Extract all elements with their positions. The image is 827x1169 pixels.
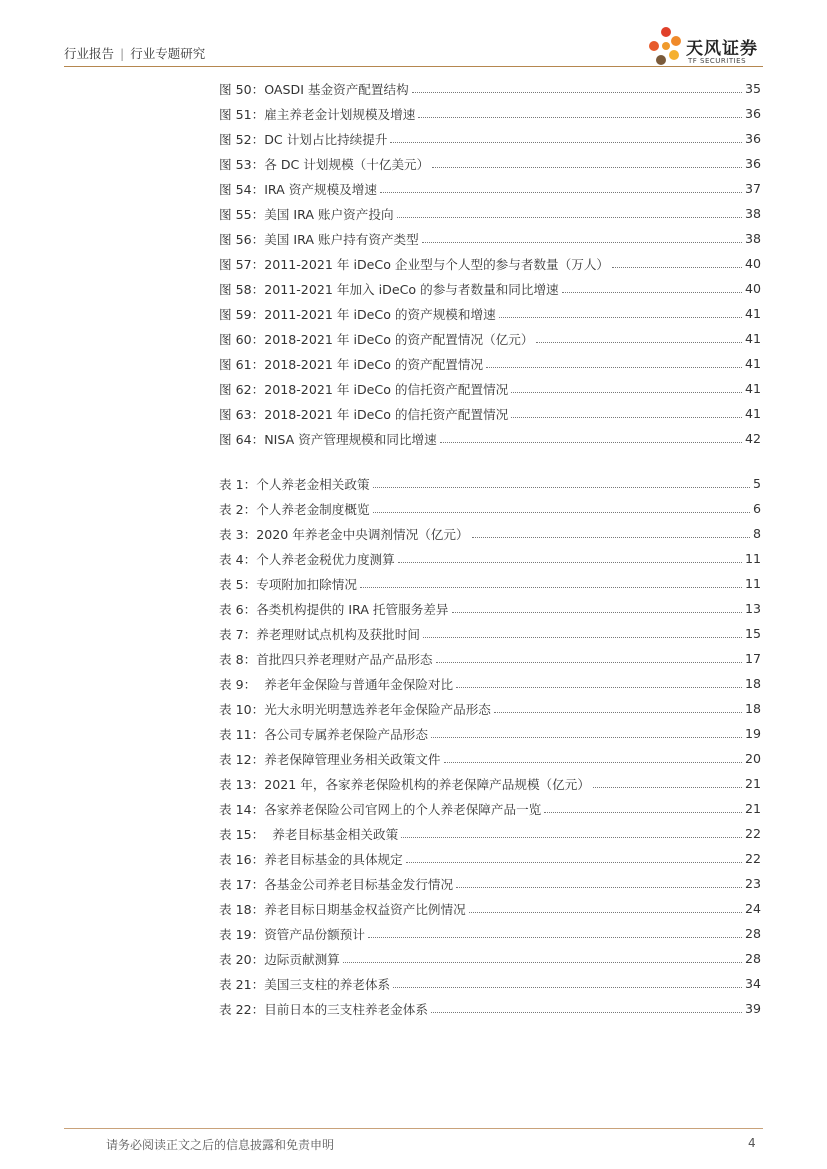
toc-entry-label: 图 64：NISA 资产管理规模和同比增速	[219, 432, 437, 447]
dot-leader	[544, 812, 742, 813]
tf-securities-logo	[648, 24, 768, 72]
dot-leader	[397, 217, 742, 218]
toc-entry-label: 图 53：各 DC 计划规模（十亿美元）	[219, 157, 430, 172]
dot-leader	[373, 512, 750, 513]
dot-leader	[562, 292, 742, 293]
dot-leader	[536, 342, 742, 343]
toc-entry-page: 23	[744, 876, 761, 891]
toc-entry-page: 19	[744, 726, 761, 741]
toc-entry-label: 表 21：美国三支柱的养老体系	[219, 977, 391, 992]
toc-entry-label: 图 55：美国 IRA 账户资产投向	[219, 207, 394, 222]
toc-entry-label: 表 11：各公司专属养老保险产品形态	[219, 727, 428, 742]
dot-leader	[401, 837, 742, 838]
dot-leader	[432, 167, 742, 168]
toc-entry-label: 表 4：个人养老金税优力度测算	[219, 552, 395, 567]
toc-entry-page: 28	[744, 926, 761, 941]
toc-entry-label: 图 62：2018-2021 年 iDeCo 的信托资产配置情况	[219, 382, 509, 397]
toc-entry-page: 38	[744, 231, 761, 246]
toc-entry-label: 表 18：养老目标日期基金权益资产比例情况	[219, 902, 466, 917]
toc-entry-page: 41	[744, 356, 761, 371]
toc-entry-label: 图 57：2011-2021 年 iDeCo 企业型与个人型的参与者数量（万人）	[219, 257, 610, 272]
toc-entry-label: 表 6：各类机构提供的 IRA 托管服务差异	[219, 602, 449, 617]
toc-entry[interactable]	[219, 971, 761, 996]
toc-entry-page: 40	[744, 281, 761, 296]
dot-leader	[494, 712, 742, 713]
toc-entry[interactable]	[219, 426, 761, 451]
toc-entry-label: 图 51：雇主养老金计划规模及增速	[219, 107, 416, 122]
toc-entry-label: 表 15： 养老目标基金相关政策	[219, 827, 399, 842]
dot-leader	[423, 637, 742, 638]
toc-entry-label: 表 12：养老保障管理业务相关政策文件	[219, 752, 441, 767]
toc-entry[interactable]	[219, 351, 761, 376]
brand-subtitle: TF SECURITIES	[688, 57, 747, 65]
toc-entry[interactable]	[219, 376, 761, 401]
dot-leader	[393, 987, 742, 988]
toc-entry-label: 表 22：目前日本的三支柱养老金体系	[219, 1002, 428, 1017]
dot-leader	[593, 787, 742, 788]
toc-entry-label: 表 17：各基金公司养老目标基金发行情况	[219, 877, 454, 892]
toc-entry[interactable]	[219, 521, 761, 546]
toc-entry-label: 图 52：DC 计划占比持续提升	[219, 132, 388, 147]
toc-entry-page: 20	[744, 751, 761, 766]
toc-entry[interactable]	[219, 996, 761, 1021]
dot-leader	[406, 862, 742, 863]
table-index-list	[219, 471, 761, 1021]
toc-entry[interactable]	[219, 496, 761, 521]
toc-entry-label: 表 14：各家养老保险公司官网上的个人养老保障产品一览	[219, 802, 542, 817]
toc-entry-label: 图 63：2018-2021 年 iDeCo 的信托资产配置情况	[219, 407, 509, 422]
toc-entry-page: 11	[744, 551, 761, 566]
toc-entry-page: 36	[744, 131, 761, 146]
toc-entry[interactable]	[219, 871, 761, 896]
toc-entry[interactable]	[219, 276, 761, 301]
toc-entry-label: 图 60：2018-2021 年 iDeCo 的资产配置情况（亿元）	[219, 332, 534, 347]
toc-entry-label: 表 2：个人养老金制度概览	[219, 502, 370, 517]
toc-entry-page: 8	[752, 526, 761, 541]
toc-entry[interactable]	[219, 571, 761, 596]
toc-entry[interactable]	[219, 301, 761, 326]
toc-entry[interactable]	[219, 746, 761, 771]
toc-entry[interactable]	[219, 151, 761, 176]
toc-entry[interactable]	[219, 946, 761, 971]
toc-entry-page: 21	[744, 776, 761, 791]
toc-entry[interactable]	[219, 771, 761, 796]
dot-leader	[412, 92, 742, 93]
page-number: 4	[748, 1136, 756, 1150]
figure-index-list	[219, 76, 761, 451]
toc-entry-page: 11	[744, 576, 761, 591]
toc-entry-page: 18	[744, 701, 761, 716]
dot-leader	[472, 537, 750, 538]
dot-leader	[390, 142, 742, 143]
dot-leader	[452, 612, 742, 613]
toc-entry-page: 17	[744, 651, 761, 666]
toc-entry-label: 表 13：2021 年，各家养老保险机构的养老保障产品规模（亿元）	[219, 777, 590, 792]
toc-entry-page: 18	[744, 676, 761, 691]
dot-leader	[343, 962, 742, 963]
toc-entry-page: 22	[744, 826, 761, 841]
toc-entry[interactable]	[219, 621, 761, 646]
toc-entry[interactable]	[219, 326, 761, 351]
toc-entry[interactable]	[219, 646, 761, 671]
dot-leader	[360, 587, 742, 588]
toc-entry-label: 图 56：美国 IRA 账户持有资产类型	[219, 232, 419, 247]
toc-entry[interactable]	[219, 796, 761, 821]
toc-entry-page: 28	[744, 951, 761, 966]
toc-entry[interactable]	[219, 251, 761, 276]
toc-entry-label: 图 54：IRA 资产规模及增速	[219, 182, 377, 197]
toc-entry-page: 34	[744, 976, 761, 991]
toc-entry-page: 41	[744, 381, 761, 396]
dot-leader	[373, 487, 750, 488]
flower-logo-icon	[648, 24, 684, 70]
toc-entry-page: 41	[744, 306, 761, 321]
dot-leader	[436, 662, 742, 663]
toc-entry[interactable]	[219, 921, 761, 946]
toc-entry[interactable]	[219, 671, 761, 696]
toc-entry-page: 37	[744, 181, 761, 196]
toc-entry[interactable]	[219, 101, 761, 126]
toc-entry[interactable]	[219, 846, 761, 871]
toc-entry-page: 42	[744, 431, 761, 446]
toc-entry-label: 图 50：OASDI 基金资产配置结构	[219, 82, 409, 97]
toc-entry[interactable]	[219, 721, 761, 746]
dot-leader	[398, 562, 742, 563]
footer-divider	[64, 1128, 763, 1129]
toc-entry-page: 13	[744, 601, 761, 616]
toc-entry[interactable]	[219, 176, 761, 201]
toc-entry-page: 36	[744, 156, 761, 171]
report-category: 行业报告	[64, 46, 115, 61]
dot-leader	[486, 367, 742, 368]
report-subcategory: 行业专题研究	[130, 46, 206, 61]
toc-entry-label: 表 5：专项附加扣除情况	[219, 577, 357, 592]
dot-leader	[440, 442, 742, 443]
toc-entry-label: 表 19：资管产品份额预计	[219, 927, 365, 942]
toc-entry-page: 41	[744, 406, 761, 421]
dot-leader	[456, 687, 742, 688]
toc-entry[interactable]	[219, 596, 761, 621]
dot-leader	[444, 762, 742, 763]
brand-name: 天风证券	[686, 39, 758, 59]
toc-entry-page: 41	[744, 331, 761, 346]
toc-entry-label: 图 59：2011-2021 年 iDeCo 的资产规模和增速	[219, 307, 496, 322]
dot-leader	[431, 1012, 742, 1013]
toc-entry-label: 表 10：光大永明光明慧选养老年金保险产品形态	[219, 702, 491, 717]
toc-entry[interactable]	[219, 226, 761, 251]
toc-entry[interactable]	[219, 821, 761, 846]
report-header	[64, 44, 205, 62]
dot-leader	[431, 737, 742, 738]
dot-leader	[511, 417, 742, 418]
dot-leader	[511, 392, 742, 393]
toc-entry-page: 39	[744, 1001, 761, 1016]
toc-entry-label: 表 9： 养老年金保险与普通年金保险对比	[219, 677, 454, 692]
toc-entry-label: 表 20：边际贡献测算	[219, 952, 340, 967]
toc-entry-page: 35	[744, 81, 761, 96]
toc-entry[interactable]	[219, 401, 761, 426]
toc-entry[interactable]	[219, 471, 761, 496]
dot-leader	[469, 912, 742, 913]
toc-entry-label: 表 3：2020 年养老金中央调剂情况（亿元）	[219, 527, 469, 542]
toc-entry-page: 22	[744, 851, 761, 866]
toc-entry-label: 表 7：养老理财试点机构及获批时间	[219, 627, 420, 642]
toc-entry-page: 40	[744, 256, 761, 271]
dot-leader	[499, 317, 742, 318]
toc-entry-page: 6	[752, 501, 761, 516]
toc-entry[interactable]	[219, 546, 761, 571]
dot-leader	[422, 242, 742, 243]
dot-leader	[456, 887, 742, 888]
toc-entry-label: 表 16：养老目标基金的具体规定	[219, 852, 403, 867]
dot-leader	[418, 117, 742, 118]
header-divider	[64, 66, 763, 67]
toc-entry-label: 图 58：2011-2021 年加入 iDeCo 的参与者数量和同比增速	[219, 282, 559, 297]
toc-entry[interactable]	[219, 201, 761, 226]
header-separator: |	[120, 46, 125, 61]
toc-entry-page: 24	[744, 901, 761, 916]
toc-entry-label: 图 61：2018-2021 年 iDeCo 的资产配置情况	[219, 357, 484, 372]
dot-leader	[380, 192, 742, 193]
toc-entry-page: 38	[744, 206, 761, 221]
toc-entry-label: 表 1：个人养老金相关政策	[219, 477, 370, 492]
disclaimer-text: 请务必阅读正文之后的信息披露和免责申明	[106, 1138, 335, 1152]
toc-entry[interactable]	[219, 896, 761, 921]
toc-entry-page: 36	[744, 106, 761, 121]
toc-entry-label: 表 8：首批四只养老理财产品产品形态	[219, 652, 433, 667]
toc-entry[interactable]	[219, 76, 761, 101]
toc-entry-page: 15	[744, 626, 761, 641]
dot-leader	[368, 937, 742, 938]
toc-entry[interactable]	[219, 696, 761, 721]
toc-entry-page: 21	[744, 801, 761, 816]
toc-entry-page: 5	[752, 476, 761, 491]
dot-leader	[612, 267, 742, 268]
toc-entry[interactable]	[219, 126, 761, 151]
